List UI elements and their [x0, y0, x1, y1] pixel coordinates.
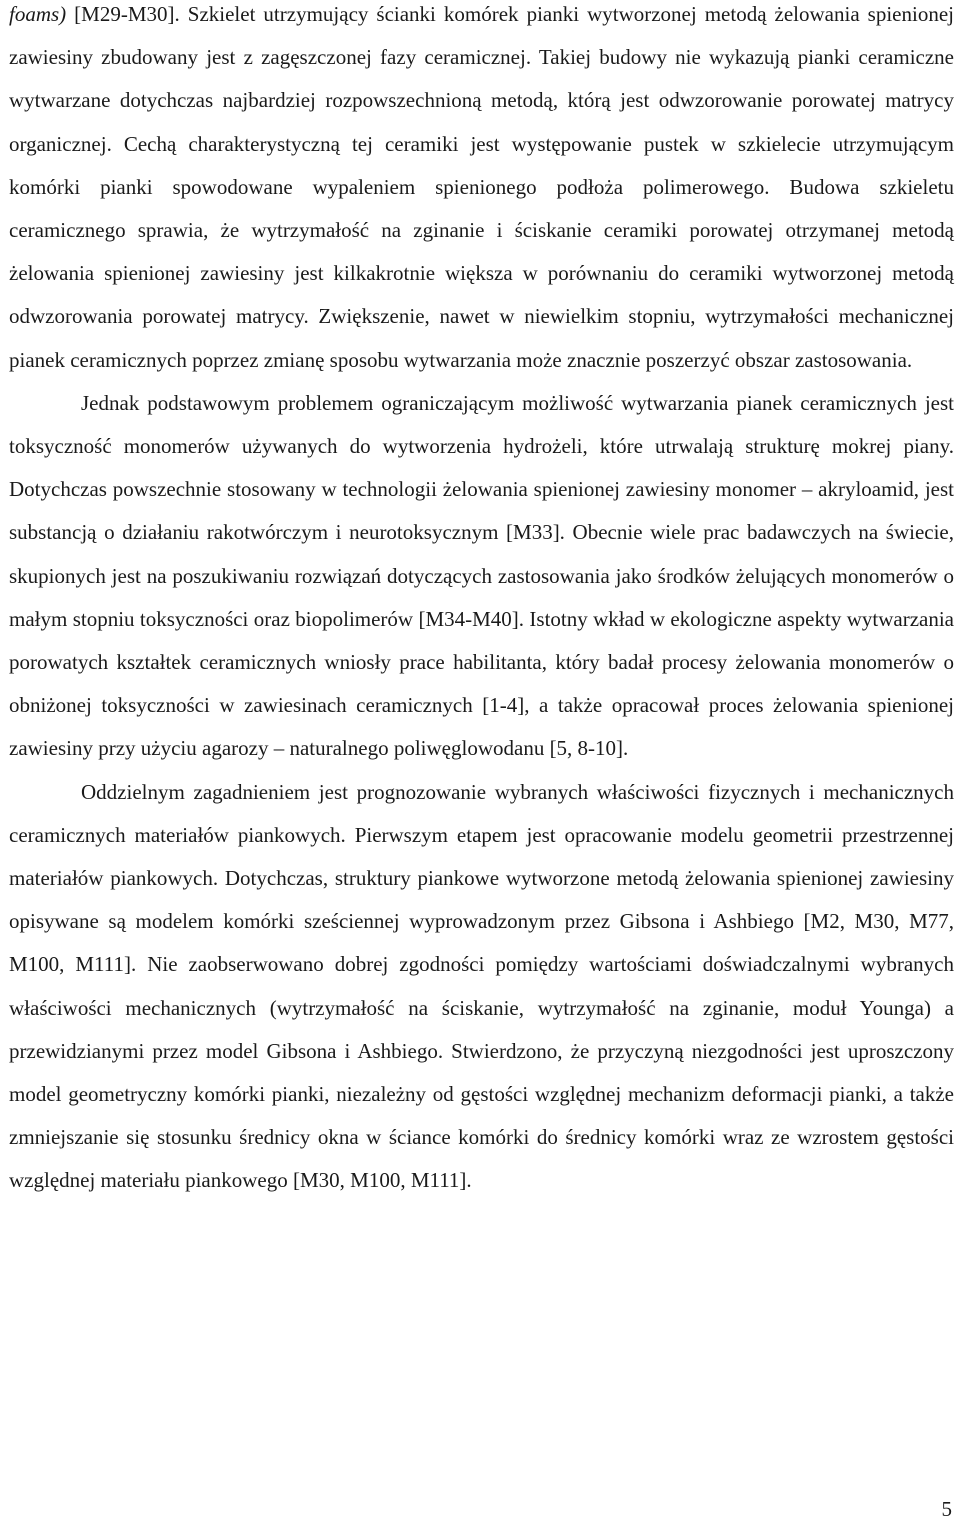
paragraph-foam-skeleton — [9, 0, 954, 382]
document-body — [9, 0, 954, 1203]
page-number: 5 — [941, 1497, 952, 1521]
paragraph-monomer-toxicity: Jednak podstawowym problemem ograniczającym możliwość wytwarzania pianek ceramicznych jest toksyczność monomerów używanych do wytworzenia hydrożeli, które utrwalają strukturę mokrej piany. Dotychczas powszechnie stosowany w technologii żelowania spienionej zawiesiny monomer – akryloamid, jest substancją o działaniu rakotwórczym i neurotoksycznym [M33]. Obecnie wiele prac badawczych na świecie, skupionych jest na poszukiwaniu rozwiązań dotyczących zastosowania jako środków żelujących monomerów o małym stopniu toksyczności oraz biopolimerów [M34-M40]. Istotny wkład w ekologiczne aspekty wytwarzania porowatych kształtek ceramicznych wniosły prace habilitanta, który badał procesy żelowania monomerów o obniżonej toksyczności w zawiesinach ceramicznych [1-4], a także opracował proces żelowania spienionej zawiesiny przy użyciu agarozy – naturalnego poliwęglowodanu [5, 8-10]. — [9, 390, 954, 761]
paragraph-text: [M29-M30]. Szkielet utrzymujący ścianki komórek pianki wytworzonej metodą żelowania spienionej zawiesiny zbudowany jest z zagęszczonej fazy ceramicznej. Takiej budowy nie wykazują pianki ceramiczne wytwarzane dotychczas najbardziej rozpowszechnioną metodą, którą jest odwzorowanie porowatej matrycy organicznej. Cechą charakterystyczną tej ceramiki jest występowanie pustek w szkielecie utrzymującym komórki pianki spowodowane wypaleniem spienionego podłoża polimerowego. Budowa szkieletu ceramicznego sprawia, że wytrzymałość na zginanie i ściskanie ceramiki porowatej otrzymanej metodą żelowania spienionej zawiesiny jest kilkakrotnie większa w porównaniu do ceramiki wytworzonej metodą odwzorowania porowatej matrycy. Zwiększenie, nawet w niewielkim stopniu, wytrzymałości mechanicznej pianek ceramicznych poprzez zmianę sposobu wytwarzania może znacznie poszerzyć obszar zastosowania. — [9, 2, 954, 372]
paragraph-property-prediction: Oddzielnym zagadnieniem jest prognozowanie wybranych właściwości fizycznych i mechanicznych ceramicznych materiałów piankowych. Pierwszym etapem jest opracowanie modelu geometrii przestrzennej materiałów piankowych. Dotychczas, struktury piankowe wytworzone metodą żelowania spienionej zawiesiny opisywane są modelem komórki sześciennej wyprowadzonym przez Gibsona i Ashbiego [M2, M30, M77, M100, M111]. Nie zaobserwowano dobrej zgodności pomiędzy wartościami doświadczalnymi wybranych właściwości mechanicznych (wytrzymałość na ściskanie, wytrzymałość na zginanie, moduł Younga) a przewidzianymi przez model Gibsona i Ashbiego. Stwierdzono, że przyczyną niezgodności jest uproszczony model geometryczny komórki pianki, niezależny od gęstości względnej mechanizm deformacji pianki, a także zmniejszanie się stosunku średnicy okna w ściance komórki do średnicy komórki wraz ze wzrostem gęstości względnej materiału piankowego [M30, M100, M111]. — [9, 779, 954, 1193]
italic-lead-text: foams) — [9, 2, 67, 26]
